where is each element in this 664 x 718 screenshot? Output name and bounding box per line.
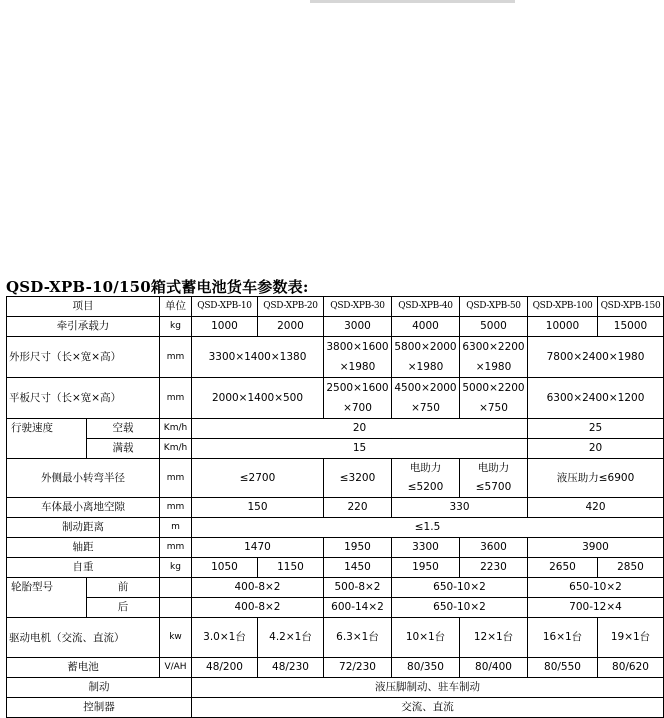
cell: 48/230 <box>258 658 324 678</box>
row-unit: mm <box>160 538 192 558</box>
row-sublabel: 前 <box>87 578 160 598</box>
cell: 20 <box>528 439 664 459</box>
row-sublabel: 满载 <box>87 439 160 459</box>
row-label: 轴距 <box>7 538 160 558</box>
weight-row <box>7 558 664 578</box>
cell: 5800×2000×1980 <box>392 337 460 378</box>
turn-radius-row <box>7 459 664 498</box>
header-model: QSD-XPB-20 <box>258 297 324 317</box>
cell: ≤1.5 <box>192 518 664 538</box>
cell: 4500×2000×750 <box>392 378 460 419</box>
cell: 600-14×2 <box>324 598 392 618</box>
cell: ≤2700 <box>192 459 324 498</box>
row-unit: V/AH <box>160 658 192 678</box>
row-label: 蓄电池 <box>7 658 160 678</box>
cell: 2000 <box>258 317 324 337</box>
cell: 16×1台 <box>528 618 598 658</box>
row-label: 外形尺寸（长×宽×高） <box>7 337 160 378</box>
cell: 80/620 <box>598 658 664 678</box>
motor-row <box>7 618 664 658</box>
cell: 2650 <box>528 558 598 578</box>
row-unit <box>160 598 192 618</box>
brake-distance-row <box>7 518 664 538</box>
cell: 19×1台 <box>598 618 664 658</box>
cell: 48/200 <box>192 658 258 678</box>
header-model: QSD-XPB-10 <box>192 297 258 317</box>
row-unit: kw <box>160 618 192 658</box>
cell: 3300×1400×1380 <box>192 337 324 378</box>
cell: 1950 <box>392 558 460 578</box>
row-unit: kg <box>160 317 192 337</box>
cell: 6300×2200×1980 <box>460 337 528 378</box>
clearance-row <box>7 498 664 518</box>
header-model: QSD-XPB-40 <box>392 297 460 317</box>
cell: 650-10×2 <box>392 578 528 598</box>
cell: 12×1台 <box>460 618 528 658</box>
header-row <box>7 297 664 317</box>
cell: 400-8×2 <box>192 598 324 618</box>
wheelbase-row <box>7 538 664 558</box>
row-sublabel: 空载 <box>87 419 160 439</box>
row-label: 行驶速度 <box>7 419 87 459</box>
cell: 72/230 <box>324 658 392 678</box>
cell: 220 <box>324 498 392 518</box>
cell: 80/400 <box>460 658 528 678</box>
row-label: 制动距离 <box>7 518 160 538</box>
cell: 10000 <box>528 317 598 337</box>
row-unit: mm <box>160 498 192 518</box>
cell: 1450 <box>324 558 392 578</box>
cell: 液压助力≤6900 <box>528 459 664 498</box>
tire-front-row <box>7 578 664 598</box>
cell: 交流、直流 <box>192 698 664 718</box>
cell: 5000 <box>460 317 528 337</box>
cell: 2850 <box>598 558 664 578</box>
row-label: 平板尺寸（长×宽×高） <box>7 378 160 419</box>
header-model: QSD-XPB-100 <box>528 297 598 317</box>
row-unit: mm <box>160 378 192 419</box>
cell: 电助力≤5200 <box>392 459 460 498</box>
spec-table <box>6 296 664 718</box>
cell: 500-8×2 <box>324 578 392 598</box>
speed-empty-row <box>7 419 664 439</box>
cell: 700-12×4 <box>528 598 664 618</box>
header-model: QSD-XPB-150 <box>598 297 664 317</box>
cell: 7800×2400×1980 <box>528 337 664 378</box>
cell: 2230 <box>460 558 528 578</box>
cell: 650-10×2 <box>528 578 664 598</box>
row-unit: kg <box>160 558 192 578</box>
row-unit: m <box>160 518 192 538</box>
row-unit: mm <box>160 337 192 378</box>
photo-fragment <box>310 0 515 3</box>
cell: 150 <box>192 498 324 518</box>
battery-row <box>7 658 664 678</box>
page-title: QSD-XPB-10/150箱式蓄电池货车参数表: <box>6 278 309 296</box>
cell: 6.3×1台 <box>324 618 392 658</box>
row-sublabel: 后 <box>87 598 160 618</box>
plate-size-row <box>7 378 664 419</box>
cell: 3600 <box>460 538 528 558</box>
controller-row <box>7 698 664 718</box>
cell: 5000×2200×750 <box>460 378 528 419</box>
product-photo-area <box>0 0 644 262</box>
tire-rear-row <box>7 598 664 618</box>
cell: 1950 <box>324 538 392 558</box>
cell: 330 <box>392 498 528 518</box>
row-label: 制动 <box>7 678 192 698</box>
cell: 1470 <box>192 538 324 558</box>
row-unit: Km/h <box>160 439 192 459</box>
braking-row <box>7 678 664 698</box>
row-label: 轮胎型号 <box>7 578 87 618</box>
cell: 2000×1400×500 <box>192 378 324 419</box>
cell: 3900 <box>528 538 664 558</box>
cell: 10×1台 <box>392 618 460 658</box>
cell: 液压脚制动、驻车制动 <box>192 678 664 698</box>
row-label: 驱动电机（交流、直流） <box>7 618 160 658</box>
row-label: 外侧最小转弯半径 <box>7 459 160 498</box>
cell: 3000 <box>324 317 392 337</box>
traction-row <box>7 317 664 337</box>
cell: 电助力≤5700 <box>460 459 528 498</box>
cell: 6300×2400×1200 <box>528 378 664 419</box>
cell: 3.0×1台 <box>192 618 258 658</box>
cell: 4.2×1台 <box>258 618 324 658</box>
header-unit: 单位 <box>160 297 192 317</box>
cell: 1050 <box>192 558 258 578</box>
row-label: 自重 <box>7 558 160 578</box>
row-label: 牵引承载力 <box>7 317 160 337</box>
cell: 25 <box>528 419 664 439</box>
row-unit <box>160 578 192 598</box>
cell: 80/550 <box>528 658 598 678</box>
cell: 1150 <box>258 558 324 578</box>
row-unit: mm <box>160 459 192 498</box>
cell: 2500×1600×700 <box>324 378 392 419</box>
cell: 15000 <box>598 317 664 337</box>
row-unit: Km/h <box>160 419 192 439</box>
cell: 80/350 <box>392 658 460 678</box>
header-model: QSD-XPB-30 <box>324 297 392 317</box>
header-model: QSD-XPB-50 <box>460 297 528 317</box>
row-label: 车体最小离地空隙 <box>7 498 160 518</box>
cell: 3300 <box>392 538 460 558</box>
cell: 20 <box>192 419 528 439</box>
cell: ≤3200 <box>324 459 392 498</box>
cell: 4000 <box>392 317 460 337</box>
header-item: 项目 <box>7 297 160 317</box>
cell: 400-8×2 <box>192 578 324 598</box>
speed-full-row <box>7 439 664 459</box>
cell: 650-10×2 <box>392 598 528 618</box>
cell: 420 <box>528 498 664 518</box>
cell: 1000 <box>192 317 258 337</box>
cell: 15 <box>192 439 528 459</box>
row-label: 控制器 <box>7 698 192 718</box>
cell: 3800×1600×1980 <box>324 337 392 378</box>
outer-size-row <box>7 337 664 378</box>
